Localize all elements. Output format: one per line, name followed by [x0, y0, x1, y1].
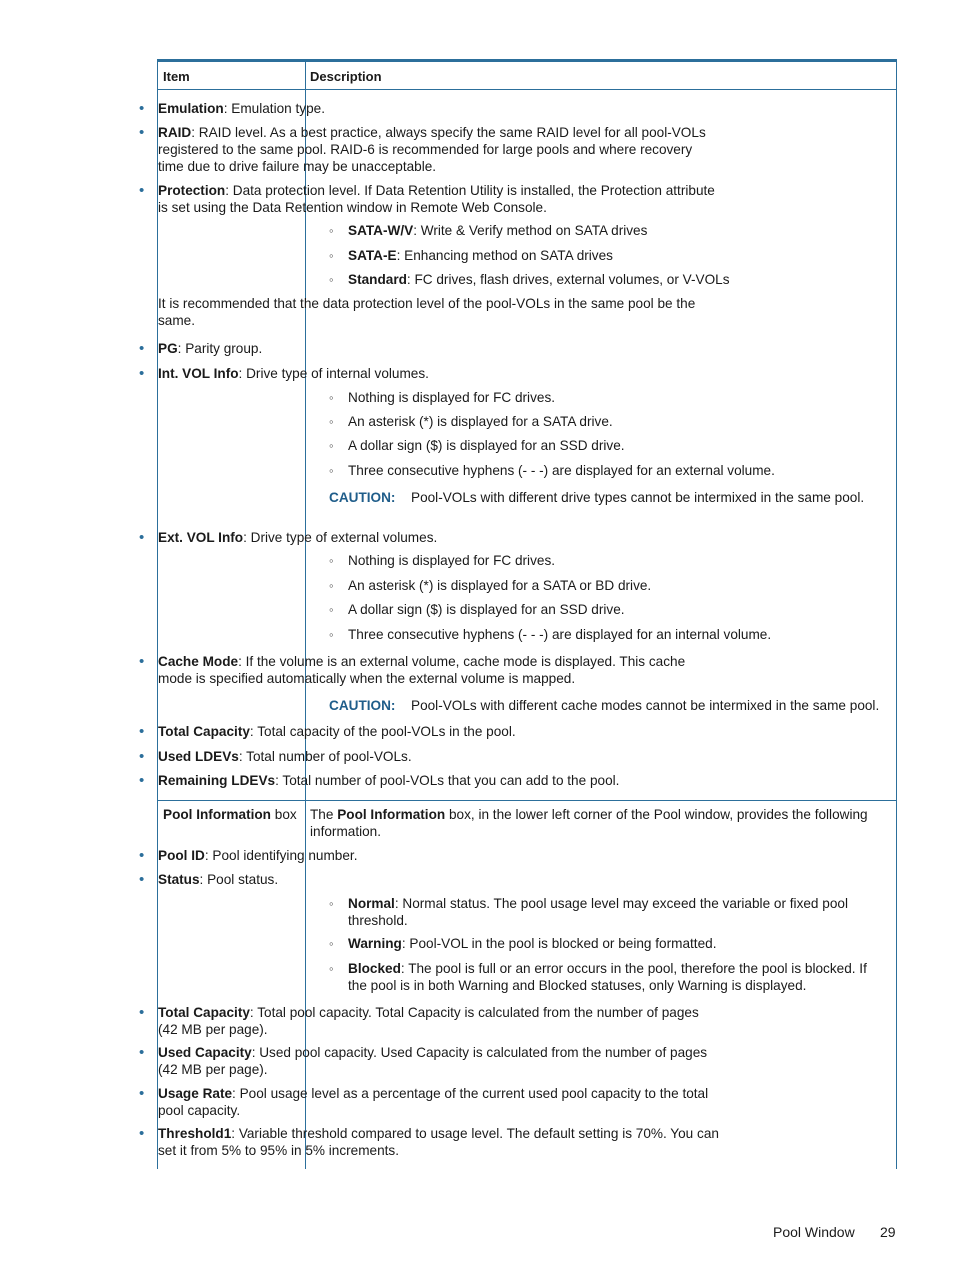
list-item: ◦ Three consecutive hyphens (- - -) are displayed for an external volume.	[348, 462, 888, 479]
header-divider	[158, 89, 896, 90]
list-item: • Pool ID: Pool identifying number.	[158, 847, 720, 864]
protection-note: It is recommended that the data protection level of the pool-VOLs in the same pool be the same.	[158, 296, 696, 328]
list-item: • Used LDEVs: Total number of pool-VOLs.	[158, 748, 720, 765]
list-item: ◦ An asterisk (*) is displayed for a SATA or BD drive.	[348, 577, 888, 594]
caution-label: CAUTION:	[329, 698, 396, 713]
list-item: • Cache Mode: If the volume is an external volume, cache mode is displayed. This cache mode is specified automatically when the external volume is mapped.	[158, 653, 720, 687]
list-item: ◦ Nothing is displayed for FC drives.	[348, 389, 888, 406]
header-item: Item	[163, 69, 190, 84]
list-item: ◦ Standard: FC drives, flash drives, external volumes, or V-VOLs	[348, 271, 888, 288]
pool-info-intro: The Pool Information box, in the lower left corner of the Pool window, provides the following information.	[310, 807, 868, 839]
list-item: • Total Capacity: Total pool capacity. Total Capacity is calculated from the number of pages (42 MB per page).	[158, 1004, 720, 1038]
list-item: ◦ SATA-E: Enhancing method on SATA drives	[348, 247, 888, 264]
list-item: • Ext. VOL Info: Drive type of external volumes.	[158, 529, 720, 546]
list-item: • Threshold1: Variable threshold compared to usage level. The default setting is 70%. You can set it from 5% to 95% in 5% increments.	[158, 1125, 720, 1159]
list-item: • Usage Rate: Pool usage level as a percentage of the current used pool capacity to the total pool capacity.	[158, 1085, 720, 1119]
list-item: • Int. VOL Info: Drive type of internal volumes.	[158, 365, 720, 382]
list-item: • Emulation: Emulation type.	[158, 100, 720, 117]
pool-window-table	[157, 59, 897, 1169]
caution-note	[329, 697, 891, 714]
list-item: ◦ Blocked: The pool is full or an error occurs in the pool, therefore the pool is blocked. If the pool is in both Warning and Blocked statuses, only Warning is displayed.	[348, 960, 888, 994]
list-item: ◦ A dollar sign ($) is displayed for an SSD drive.	[348, 601, 888, 618]
list-item: ◦ Three consecutive hyphens (- - -) are displayed for an internal volume.	[348, 626, 888, 643]
caution-label: CAUTION:	[329, 490, 396, 505]
list-item: • Status: Pool status.	[158, 871, 720, 888]
list-item: ◦ Nothing is displayed for FC drives.	[348, 552, 888, 569]
list-item: ◦ SATA-W/V: Write & Verify method on SATA drives	[348, 222, 888, 239]
list-item: ◦ A dollar sign ($) is displayed for an SSD drive.	[348, 437, 888, 454]
caution-text: Pool-VOLs with different cache modes cannot be intermixed in the same pool.	[411, 698, 880, 713]
list-item: • RAID: RAID level. As a best practice, always specify the same RAID level for all pool-VOLs registered to the same pool. RAID-6 is recommended for large pools and where recovery time due to drive failure may be unacceptable.	[158, 124, 720, 175]
list-item: • Remaining LDEVs: Total number of pool-VOLs that you can add to the pool.	[158, 772, 720, 789]
caution-text: Pool-VOLs with different drive types cannot be intermixed in the same pool.	[411, 490, 865, 505]
page-number: 29	[880, 1224, 896, 1240]
list-item: • PG: Parity group.	[158, 340, 720, 357]
list-item: • Protection: Data protection level. If Data Retention Utility is installed, the Protection attribute is set using the Data Retention window in Remote Web Console.	[158, 182, 720, 216]
list-item: ◦ Warning: Pool-VOL in the pool is blocked or being formatted.	[348, 935, 888, 952]
header-description: Description	[310, 69, 382, 84]
list-item: ◦ Normal: Normal status. The pool usage level may exceed the variable or fixed pool threshold.	[348, 895, 888, 929]
list-item: • Total Capacity: Total capacity of the pool-VOLs in the pool.	[158, 723, 720, 740]
caution-note	[329, 489, 891, 506]
row-divider	[158, 800, 896, 801]
list-item: • Used Capacity: Used pool capacity. Used Capacity is calculated from the number of pages (42 MB per page).	[158, 1044, 720, 1078]
column-divider	[305, 62, 306, 1169]
row-item-label: Pool Information box	[163, 807, 297, 822]
list-item: ◦ An asterisk (*) is displayed for a SATA drive.	[348, 413, 888, 430]
footer-section-title: Pool Window	[773, 1224, 855, 1240]
